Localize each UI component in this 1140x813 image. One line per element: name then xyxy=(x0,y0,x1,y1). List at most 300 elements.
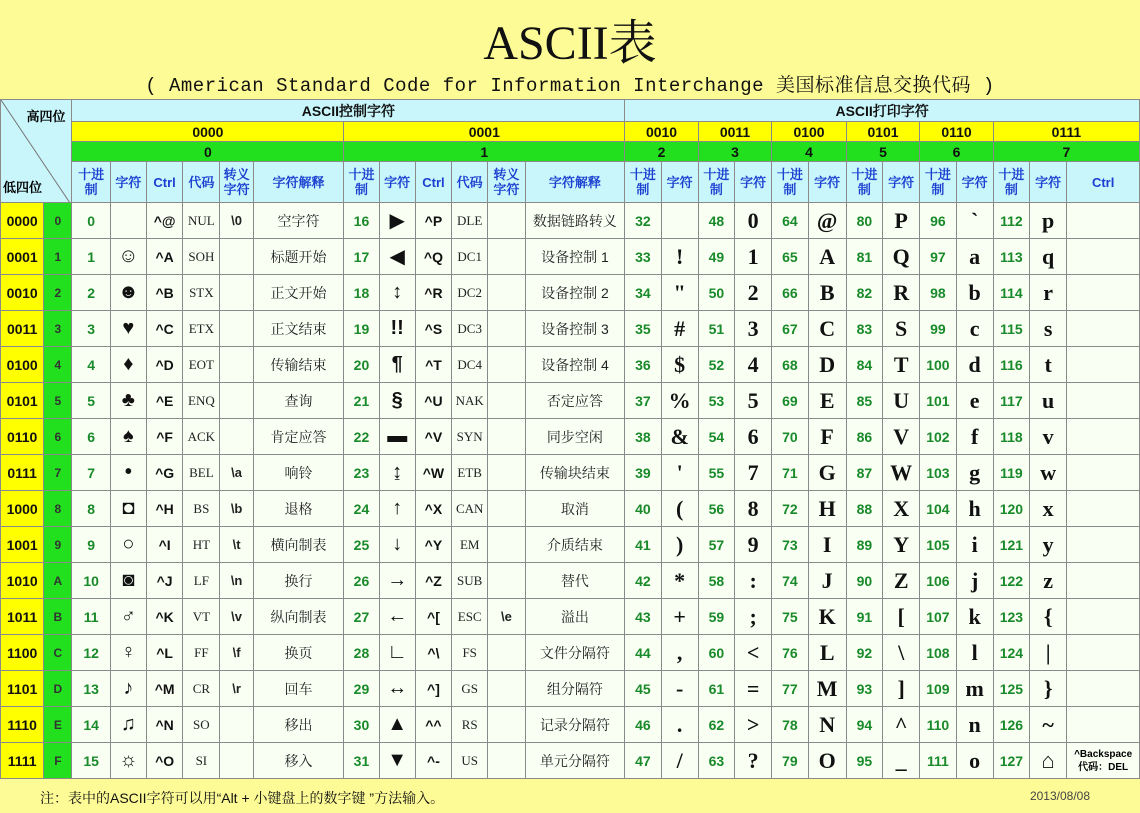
decimal-cell: 85 xyxy=(846,383,882,419)
decimal-cell: 0 xyxy=(72,203,110,239)
character-cell: + xyxy=(661,599,698,635)
decimal-cell: 80 xyxy=(846,203,882,239)
decimal-cell: 94 xyxy=(846,707,882,743)
code-cell: DC4 xyxy=(452,347,488,383)
col-header-code: 代码 xyxy=(452,162,488,203)
description-cell: 单元分隔符 xyxy=(525,743,625,779)
decimal-cell: 127 xyxy=(993,743,1029,779)
decimal-cell: 99 xyxy=(920,311,956,347)
col-header-ctrl: Ctrl xyxy=(1067,162,1140,203)
ctrl-empty-cell xyxy=(1067,599,1140,635)
bits-header: 0101 xyxy=(846,122,920,142)
decimal-cell: 8 xyxy=(72,491,110,527)
symbol-cell: ♂ xyxy=(110,599,146,635)
ctrl-key-cell: ^P xyxy=(415,203,451,239)
escape-cell xyxy=(488,491,525,527)
hex-header: 1 xyxy=(344,142,625,162)
character-cell: m xyxy=(956,671,993,707)
character-cell: w xyxy=(1030,455,1067,491)
ctrl-empty-cell xyxy=(1067,635,1140,671)
escape-cell xyxy=(488,635,525,671)
decimal-cell: 39 xyxy=(625,455,661,491)
description-cell: 组分隔符 xyxy=(525,671,625,707)
code-cell: FF xyxy=(183,635,220,671)
character-cell: 0 xyxy=(735,203,772,239)
ctrl-empty-cell xyxy=(1067,491,1140,527)
decimal-cell: 66 xyxy=(772,275,808,311)
description-cell: 正文结束 xyxy=(253,311,344,347)
character-cell: y xyxy=(1030,527,1067,563)
character-cell: h xyxy=(956,491,993,527)
symbol-cell: ☺ xyxy=(110,239,146,275)
decimal-cell: 68 xyxy=(772,347,808,383)
symbol-cell: ☼ xyxy=(110,743,146,779)
decimal-cell: 54 xyxy=(698,419,734,455)
escape-cell xyxy=(488,419,525,455)
escape-cell xyxy=(488,347,525,383)
character-cell: ⌂ xyxy=(1030,743,1067,779)
decimal-cell: 82 xyxy=(846,275,882,311)
character-cell: n xyxy=(956,707,993,743)
symbol-cell: ◘ xyxy=(110,491,146,527)
escape-cell xyxy=(488,383,525,419)
escape-cell xyxy=(488,527,525,563)
bits-header: 0111 xyxy=(993,122,1139,142)
description-cell: 传输结束 xyxy=(253,347,344,383)
decimal-cell: 89 xyxy=(846,527,882,563)
decimal-cell: 70 xyxy=(772,419,808,455)
character-cell: = xyxy=(735,671,772,707)
escape-cell xyxy=(220,383,253,419)
escape-cell: \e xyxy=(488,599,525,635)
decimal-cell: 36 xyxy=(625,347,661,383)
code-cell: EM xyxy=(452,527,488,563)
character-cell: / xyxy=(661,743,698,779)
decimal-cell: 83 xyxy=(846,311,882,347)
ctrl-key-cell: ^] xyxy=(415,671,451,707)
code-cell: DC1 xyxy=(452,239,488,275)
ctrl-empty-cell xyxy=(1067,527,1140,563)
escape-cell xyxy=(488,563,525,599)
row-hex: D xyxy=(44,671,72,707)
code-cell: HT xyxy=(183,527,220,563)
character-cell: d xyxy=(956,347,993,383)
character-cell: H xyxy=(808,491,846,527)
decimal-cell: 113 xyxy=(993,239,1029,275)
symbol-cell: ▶ xyxy=(379,203,415,239)
decimal-cell: 10 xyxy=(72,563,110,599)
decimal-cell: 78 xyxy=(772,707,808,743)
row-bits: 1010 xyxy=(1,563,44,599)
escape-cell xyxy=(488,275,525,311)
symbol-cell: § xyxy=(379,383,415,419)
table-row xyxy=(1,635,1140,671)
footer xyxy=(0,782,1140,813)
ctrl-key-cell: ^S xyxy=(415,311,451,347)
symbol-cell: ▬ xyxy=(379,419,415,455)
character-cell: b xyxy=(956,275,993,311)
row-bits: 0010 xyxy=(1,275,44,311)
hex-header: 2 xyxy=(625,142,699,162)
decimal-cell: 7 xyxy=(72,455,110,491)
col-header-escape: 转义字符 xyxy=(220,162,253,203)
character-cell: F xyxy=(808,419,846,455)
character-cell: > xyxy=(735,707,772,743)
description-cell: 取消 xyxy=(525,491,625,527)
character-cell: T xyxy=(883,347,920,383)
table-row xyxy=(1,455,1140,491)
row-bits: 0100 xyxy=(1,347,44,383)
character-cell: ( xyxy=(661,491,698,527)
symbol-cell xyxy=(110,203,146,239)
low-nibble-label: 低四位 xyxy=(3,180,43,195)
character-cell: 5 xyxy=(735,383,772,419)
decimal-cell: 24 xyxy=(344,491,379,527)
table-row xyxy=(1,311,1140,347)
code-cell: NUL xyxy=(183,203,220,239)
ctrl-empty-cell xyxy=(1067,275,1140,311)
col-header-ctrl: Ctrl xyxy=(415,162,451,203)
escape-cell xyxy=(488,311,525,347)
escape-cell: \f xyxy=(220,635,253,671)
ctrl-empty-cell xyxy=(1067,419,1140,455)
ctrl-key-cell: ^\ xyxy=(415,635,451,671)
escape-cell xyxy=(488,455,525,491)
symbol-cell: → xyxy=(379,563,415,599)
ctrl-key-cell: ^B xyxy=(146,275,182,311)
row-hex: A xyxy=(44,563,72,599)
decimal-cell: 67 xyxy=(772,311,808,347)
code-cell: LF xyxy=(183,563,220,599)
corner-header xyxy=(1,100,72,203)
escape-cell: \t xyxy=(220,527,253,563)
character-cell: G xyxy=(808,455,846,491)
character-cell: p xyxy=(1030,203,1067,239)
decimal-cell: 40 xyxy=(625,491,661,527)
decimal-cell: 43 xyxy=(625,599,661,635)
character-cell: u xyxy=(1030,383,1067,419)
footer-date: 2013/08/08 xyxy=(1029,789,1090,803)
ctrl-empty-cell xyxy=(1067,203,1140,239)
row-bits: 0001 xyxy=(1,239,44,275)
character-cell: & xyxy=(661,419,698,455)
row-bits: 0101 xyxy=(1,383,44,419)
table-row xyxy=(1,491,1140,527)
row-bits: 1011 xyxy=(1,599,44,635)
high-nibble-label: 高四位 xyxy=(26,109,66,124)
ctrl-key-cell: ^^ xyxy=(415,707,451,743)
page-subtitle: ( American Standard Code for Information Interchange 美国标准信息交换代码 ) xyxy=(145,75,995,97)
row-bits: 1110 xyxy=(1,707,44,743)
decimal-cell: 116 xyxy=(993,347,1029,383)
escape-cell xyxy=(488,671,525,707)
row-bits: 1000 xyxy=(1,491,44,527)
character-cell: 3 xyxy=(735,311,772,347)
decimal-cell: 42 xyxy=(625,563,661,599)
table-row xyxy=(1,743,1140,779)
decimal-cell: 57 xyxy=(698,527,734,563)
decimal-cell: 74 xyxy=(772,563,808,599)
description-cell: 设备控制 2 xyxy=(525,275,625,311)
character-cell: _ xyxy=(883,743,920,779)
character-cell: o xyxy=(956,743,993,779)
character-cell: J xyxy=(808,563,846,599)
character-cell: ; xyxy=(735,599,772,635)
decimal-cell: 87 xyxy=(846,455,882,491)
decimal-cell: 69 xyxy=(772,383,808,419)
character-cell: g xyxy=(956,455,993,491)
character-cell: R xyxy=(883,275,920,311)
row-bits: 0011 xyxy=(1,311,44,347)
character-cell: x xyxy=(1030,491,1067,527)
decimal-cell: 122 xyxy=(993,563,1029,599)
ctrl-empty-cell xyxy=(1067,347,1140,383)
description-cell: 记录分隔符 xyxy=(525,707,625,743)
ctrl-key-cell: ^[ xyxy=(415,599,451,635)
decimal-cell: 84 xyxy=(846,347,882,383)
decimal-cell: 5 xyxy=(72,383,110,419)
code-cell: DC2 xyxy=(452,275,488,311)
decimal-cell: 59 xyxy=(698,599,734,635)
decimal-cell: 117 xyxy=(993,383,1029,419)
symbol-cell: ↓ xyxy=(379,527,415,563)
symbol-cell: ∟ xyxy=(379,635,415,671)
character-cell: | xyxy=(1030,635,1067,671)
decimal-cell: 120 xyxy=(993,491,1029,527)
row-bits: 1100 xyxy=(1,635,44,671)
col-header-escape: 转义字符 xyxy=(488,162,525,203)
character-cell: : xyxy=(735,563,772,599)
decimal-cell: 72 xyxy=(772,491,808,527)
decimal-cell: 97 xyxy=(920,239,956,275)
character-cell: l xyxy=(956,635,993,671)
character-cell: B xyxy=(808,275,846,311)
ctrl-key-cell: ^O xyxy=(146,743,182,779)
character-cell: S xyxy=(883,311,920,347)
decimal-cell: 121 xyxy=(993,527,1029,563)
decimal-cell: 112 xyxy=(993,203,1029,239)
code-cell: ACK xyxy=(183,419,220,455)
character-cell: v xyxy=(1030,419,1067,455)
ctrl-key-cell: ^W xyxy=(415,455,451,491)
decimal-cell: 35 xyxy=(625,311,661,347)
symbol-cell: ↨ xyxy=(379,455,415,491)
escape-cell: \r xyxy=(220,671,253,707)
decimal-cell: 111 xyxy=(920,743,956,779)
decimal-cell: 31 xyxy=(344,743,379,779)
table-row xyxy=(1,275,1140,311)
ctrl-key-cell: ^D xyxy=(146,347,182,383)
character-cell: - xyxy=(661,671,698,707)
character-cell: Q xyxy=(883,239,920,275)
col-header-desc: 字符解释 xyxy=(253,162,344,203)
decimal-cell: 23 xyxy=(344,455,379,491)
ctrl-key-cell: ^T xyxy=(415,347,451,383)
col-header-char: 字符 xyxy=(379,162,415,203)
symbol-cell: ↑ xyxy=(379,491,415,527)
row-hex: C xyxy=(44,635,72,671)
decimal-cell: 33 xyxy=(625,239,661,275)
character-cell: U xyxy=(883,383,920,419)
decimal-cell: 9 xyxy=(72,527,110,563)
description-cell: 传输块结束 xyxy=(525,455,625,491)
character-cell: r xyxy=(1030,275,1067,311)
character-cell: i xyxy=(956,527,993,563)
code-cell: SUB xyxy=(452,563,488,599)
hex-header: 6 xyxy=(920,142,994,162)
code-cell: CAN xyxy=(452,491,488,527)
decimal-cell: 90 xyxy=(846,563,882,599)
row-hex: 3 xyxy=(44,311,72,347)
decimal-cell: 21 xyxy=(344,383,379,419)
table-row xyxy=(1,671,1140,707)
symbol-cell: ← xyxy=(379,599,415,635)
description-cell: 数据链路转义 xyxy=(525,203,625,239)
code-cell: DLE xyxy=(452,203,488,239)
character-cell: f xyxy=(956,419,993,455)
decimal-cell: 115 xyxy=(993,311,1029,347)
row-hex: E xyxy=(44,707,72,743)
ctrl-key-cell: ^V xyxy=(415,419,451,455)
escape-cell xyxy=(220,275,253,311)
character-cell: M xyxy=(808,671,846,707)
table-row xyxy=(1,203,1140,239)
hex-header: 4 xyxy=(772,142,847,162)
character-cell: , xyxy=(661,635,698,671)
col-header-char: 字符 xyxy=(661,162,698,203)
ctrl-key-cell: ^X xyxy=(415,491,451,527)
character-cell: . xyxy=(661,707,698,743)
code-cell: CR xyxy=(183,671,220,707)
decimal-cell: 4 xyxy=(72,347,110,383)
description-cell: 否定应答 xyxy=(525,383,625,419)
decimal-cell: 34 xyxy=(625,275,661,311)
character-cell: P xyxy=(883,203,920,239)
footer-note: 注：表中的ASCII字符可以用“Alt + 小键盘上的数字键 ”方法输入。 xyxy=(40,790,445,806)
escape-cell xyxy=(220,311,253,347)
character-cell: @ xyxy=(808,203,846,239)
ctrl-key-cell: ^U xyxy=(415,383,451,419)
row-hex: 2 xyxy=(44,275,72,311)
symbol-cell: ◙ xyxy=(110,563,146,599)
description-cell: 同步空闲 xyxy=(525,419,625,455)
description-cell: 移入 xyxy=(253,743,344,779)
symbol-cell: ♥ xyxy=(110,311,146,347)
character-cell xyxy=(661,203,698,239)
character-cell: [ xyxy=(883,599,920,635)
decimal-cell: 95 xyxy=(846,743,882,779)
escape-cell: \b xyxy=(220,491,253,527)
code-cell: SOH xyxy=(183,239,220,275)
decimal-cell: 91 xyxy=(846,599,882,635)
ctrl-empty-cell xyxy=(1067,455,1140,491)
decimal-cell: 77 xyxy=(772,671,808,707)
decimal-cell: 37 xyxy=(625,383,661,419)
escape-cell: \n xyxy=(220,563,253,599)
symbol-cell: ♦ xyxy=(110,347,146,383)
decimal-cell: 107 xyxy=(920,599,956,635)
code-cell: BS xyxy=(183,491,220,527)
decimal-cell: 75 xyxy=(772,599,808,635)
ctrl-key-cell: ^Z xyxy=(415,563,451,599)
decimal-cell: 60 xyxy=(698,635,734,671)
code-cell: VT xyxy=(183,599,220,635)
ctrl-empty-cell xyxy=(1067,383,1140,419)
character-cell: " xyxy=(661,275,698,311)
character-cell: N xyxy=(808,707,846,743)
ctrl-key-cell: ^N xyxy=(146,707,182,743)
character-cell: Z xyxy=(883,563,920,599)
page-title: ASCII表 xyxy=(483,17,657,70)
character-cell: * xyxy=(661,563,698,599)
hex-header: 7 xyxy=(993,142,1139,162)
row-hex: 6 xyxy=(44,419,72,455)
col-header-char: 字符 xyxy=(110,162,146,203)
description-cell: 查询 xyxy=(253,383,344,419)
decimal-cell: 104 xyxy=(920,491,956,527)
character-cell: $ xyxy=(661,347,698,383)
row-bits: 0110 xyxy=(1,419,44,455)
decimal-cell: 56 xyxy=(698,491,734,527)
decimal-cell: 76 xyxy=(772,635,808,671)
decimal-cell: 92 xyxy=(846,635,882,671)
decimal-cell: 123 xyxy=(993,599,1029,635)
description-cell: 介质结束 xyxy=(525,527,625,563)
decimal-cell: 6 xyxy=(72,419,110,455)
description-cell: 设备控制 3 xyxy=(525,311,625,347)
symbol-cell: ▼ xyxy=(379,743,415,779)
decimal-cell: 1 xyxy=(72,239,110,275)
symbol-cell: ♣ xyxy=(110,383,146,419)
table-row xyxy=(1,239,1140,275)
character-cell: z xyxy=(1030,563,1067,599)
character-cell: ~ xyxy=(1030,707,1067,743)
character-cell: j xyxy=(956,563,993,599)
code-cell: SYN xyxy=(452,419,488,455)
character-cell: q xyxy=(1030,239,1067,275)
decimal-cell: 2 xyxy=(72,275,110,311)
character-cell: 8 xyxy=(735,491,772,527)
character-cell: ) xyxy=(661,527,698,563)
decimal-cell: 103 xyxy=(920,455,956,491)
description-cell: 移出 xyxy=(253,707,344,743)
character-cell: W xyxy=(883,455,920,491)
description-cell: 横向制表 xyxy=(253,527,344,563)
description-cell: 回车 xyxy=(253,671,344,707)
table-row xyxy=(1,707,1140,743)
code-cell: GS xyxy=(452,671,488,707)
code-cell: EOT xyxy=(183,347,220,383)
character-cell: ! xyxy=(661,239,698,275)
bits-header: 0010 xyxy=(625,122,699,142)
code-cell: ETB xyxy=(452,455,488,491)
bits-header: 0001 xyxy=(344,122,625,142)
ctrl-key-cell: ^G xyxy=(146,455,182,491)
symbol-cell: ♠ xyxy=(110,419,146,455)
character-cell: } xyxy=(1030,671,1067,707)
decimal-cell: 63 xyxy=(698,743,734,779)
symbol-cell: ↕ xyxy=(379,275,415,311)
character-cell: < xyxy=(735,635,772,671)
decimal-cell: 109 xyxy=(920,671,956,707)
code-cell: BEL xyxy=(183,455,220,491)
decimal-cell: 46 xyxy=(625,707,661,743)
escape-cell: \0 xyxy=(220,203,253,239)
del-note-line2: 代码：DEL xyxy=(1078,761,1129,773)
character-cell: s xyxy=(1030,311,1067,347)
decimal-cell: 28 xyxy=(344,635,379,671)
escape-cell xyxy=(488,203,525,239)
